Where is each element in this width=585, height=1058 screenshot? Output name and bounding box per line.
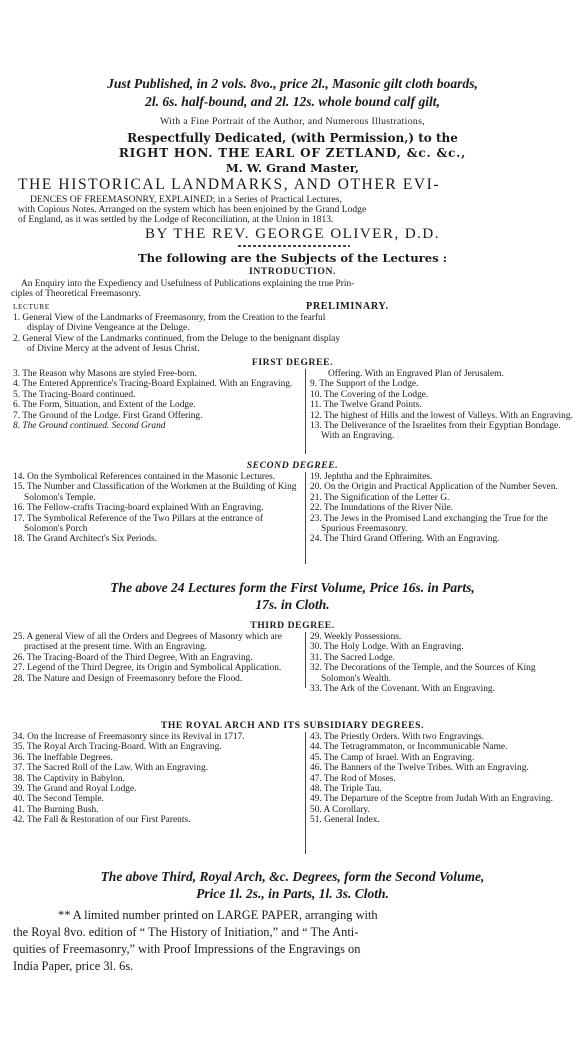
first-degree-left: [13, 369, 301, 431]
lecture-35: 35. The Royal Arch Tracing-Board. With an Engraving.: [13, 742, 222, 753]
lecture-20: 20. On the Origin and Practical Application of the Number Seven.: [310, 482, 558, 493]
second-degree-left: [13, 472, 301, 545]
royal-arch-right: [310, 732, 576, 826]
lecture-21: 21. The Signification of the Letter G.: [310, 492, 450, 503]
introduction-text-2: ciples of Theoretical Freemasonry.: [11, 289, 141, 299]
volume-two-price: Price 1l. 2s., in Parts, 1l. 3s. Cloth.: [196, 886, 389, 901]
lecture-30: 30. The Holy Lodge. With an Engraving.: [310, 642, 464, 653]
lecture-23: 23. The Jews in the Promised Land exchanging the True for the Spurious Freemasonry.: [310, 513, 548, 535]
third-degree-left: [13, 632, 301, 684]
lecture-28: 28. The Nature and Design of Freemasonry before the Flood.: [13, 673, 243, 684]
large-paper-notice-3: quities of Freemasonry,” with Proof Impressions of the Engravings on: [13, 942, 361, 956]
dedication-line: Respectfully Dedicated, (with Permission,) to the: [127, 131, 458, 145]
lecture-14: 14. On the Symbolical References contained in the Masonic Lectures.: [13, 472, 276, 482]
lecture-45: 45. The Camp of Israel. With an Engraving.: [310, 752, 475, 763]
book-description: with Copious Notes. Arranged on the system which has been enjoined by the Grand Lodge: [18, 204, 367, 215]
lecture-27: 27. Legend of the Third Degree, its Origin and Symbolical Application.: [13, 663, 282, 674]
third-degree-right: [310, 632, 576, 694]
column-rule: [305, 632, 306, 688]
book-description-2: of England, as it was settled by the Lodge of Reconciliation, at the Union in 1813.: [18, 214, 334, 225]
lecture-7: 7. The Ground of the Lodge. First Grand Offering.: [13, 410, 203, 421]
large-paper-notice: ** A limited number printed on LARGE PAPER, arranging with: [58, 908, 378, 922]
lecture-2-cont: of Divine Mercy at the advent of Jesus Christ.: [27, 344, 200, 354]
ornament-rule: [238, 245, 350, 247]
lecture-41: 41. The Burning Bush.: [13, 804, 99, 815]
lecture-9: 9. The Support of the Lodge.: [310, 379, 419, 390]
lecture-38: 38. The Captivity in Babylon.: [13, 773, 125, 784]
lecture-3: 3. The Reason why Masons are styled Free-born.: [13, 369, 197, 379]
first-degree-right: [310, 369, 576, 442]
lecture-34: 34. On the Increase of Freemasonry since its Revival in 1717.: [13, 732, 245, 742]
lecture-19: 19. Jephtha and the Ephraimites.: [310, 472, 433, 482]
lecture-6: 6. The Form, Situation, and Extent of the Lodge.: [13, 400, 196, 411]
lecture-1-cont: display of Divine Vengeance at the Deluge.: [27, 323, 190, 333]
volume-two-statement: The above Third, Royal Arch, &c. Degrees, form the Second Volume,: [100, 869, 485, 884]
lecture-26: 26. The Tracing-Board of the Third Degree, With an Engraving.: [13, 652, 253, 663]
lecture-24: 24. The Third Grand Offering. With an Engraving.: [310, 534, 500, 545]
royal-arch-left: [13, 732, 301, 826]
book-subtitle: DENCES OF FREEMASONRY, EXPLAINED; in a Series of Practical Lectures,: [30, 194, 342, 205]
lecture-15: 15. The Number and Classification of the Workmen at the Building of King Solomon's Temple.: [13, 482, 297, 503]
column-rule: [305, 369, 306, 454]
lecture-47: 47. The Rod of Moses.: [310, 773, 396, 784]
lecture-51: 51. General Index.: [310, 815, 380, 826]
lecture-label: LECTURE: [13, 302, 50, 311]
third-degree-heading: THIRD DEGREE.: [250, 620, 335, 631]
dedicatee-title: M. W. Grand Master,: [225, 161, 360, 175]
lecture-43: 43. The Priestly Orders. With two Engravings.: [310, 732, 484, 742]
lecture-4: 4. The Entered Apprentice's Tracing-Board Explained. With an Engraving.: [13, 379, 293, 390]
large-paper-price: India Paper, price 3l. 6s.: [13, 959, 134, 973]
lecture-50: 50. A Corollary.: [310, 804, 370, 815]
lecture-8: 8. The Ground continued. Second Grand: [13, 421, 166, 432]
lecture-25: 25. A general View of all the Orders and Degrees of Masonry which are practised at the present time. With an Engraving.: [13, 632, 282, 653]
lecture-10: 10. The Covering of the Lodge.: [310, 389, 429, 400]
lecture-18: 18. The Grand Architect's Six Periods.: [13, 534, 157, 545]
lecture-13: 13. The Deliverance of the Israelites from their Egyptian Bondage. With an Engraving.: [310, 421, 561, 442]
large-paper-notice-2: the Royal 8vo. edition of “ The History of Initiation,” and “ The Anti-: [13, 925, 359, 939]
lecture-12: 12. The highest of Hills and the lowest of Valleys. With an Engraving.: [310, 410, 573, 421]
subjects-heading: The following are the Subjects of the Lectures :: [137, 251, 448, 265]
introduction-heading: INTRODUCTION.: [249, 266, 336, 277]
publication-notice: Just Published, in 2 vols. 8vo., price 2l., Masonic gilt cloth boards,: [107, 76, 478, 91]
book-title: THE HISTORICAL LANDMARKS, AND OTHER EVI-: [18, 176, 441, 193]
lecture-36: 36. The Ineffable Degrees.: [13, 752, 113, 763]
lecture-11: 11. The Twelve Grand Points.: [310, 400, 422, 411]
lecture-2: 2. General View of the Landmarks continued, from the Deluge to the benignant display: [13, 334, 341, 344]
lecture-39: 39. The Grand and Royal Lodge.: [13, 784, 137, 795]
author-line: BY THE REV. GEORGE OLIVER, D.D.: [145, 226, 440, 242]
lecture-49: 49. The Departure of the Sceptre from Judah With an Engraving.: [310, 794, 553, 805]
volume-one-price: 17s. in Cloth.: [255, 597, 330, 612]
lecture-42: 42. The Fall & Restoration of our First Parents.: [13, 815, 191, 826]
lecture-32: 32. The Decorations of the Temple, and the Sources of King Solomon's Wealth.: [310, 663, 536, 684]
lecture-16: 16. The Fellow-crafts Tracing-board explained With an Engraving.: [13, 503, 264, 514]
lecture-5: 5. The Tracing-Board continued.: [13, 389, 136, 400]
volume-one-statement: The above 24 Lectures form the First Volume, Price 16s. in Parts,: [110, 580, 475, 595]
first-degree-heading: FIRST DEGREE.: [251, 357, 334, 368]
dedicatee-name: RIGHT HON. THE EARL OF ZETLAND, &c. &c.,: [118, 146, 467, 160]
lecture-48: 48. The Triple Tau.: [310, 784, 382, 795]
lecture-46: 46. The Banners of the Twelve Tribes. With an Engraving.: [310, 763, 529, 774]
lecture-17: 17. The Symbolical Reference of the Two Pillars at the entrance of Solomon's Porch: [13, 513, 263, 535]
royal-arch-heading: THE ROYAL ARCH AND ITS SUBSIDIARY DEGREES.: [160, 720, 425, 731]
lecture-8-cont: Offering. With an Engraved Plan of Jerusalem.: [328, 369, 504, 379]
portrait-note: With a Fine Portrait of the Author, and Numerous Illustrations,: [160, 116, 425, 127]
column-rule: [305, 472, 306, 564]
lecture-1: 1. General View of the Landmarks of Freemasonry, from the Creation to the fearful: [13, 313, 326, 323]
introduction-text: An Enquiry into the Expediency and Usefulness of Publications explaining the true Prin-: [21, 279, 355, 289]
binding-prices: 2l. 6s. half-bound, and 2l. 12s. whole bound calf gilt,: [145, 94, 440, 109]
lecture-29: 29. Weekly Possessions.: [310, 632, 402, 642]
second-degree-right: [310, 472, 576, 545]
second-degree-heading: SECOND DEGREE.: [246, 460, 339, 471]
lecture-33: 33. The Ark of the Covenant. With an Engraving.: [310, 684, 495, 695]
lecture-31: 31. The Sacred Lodge.: [310, 652, 395, 663]
preliminary-heading: PRELIMINARY.: [306, 301, 389, 312]
lecture-37: 37. The Sacred Roll of the Law. With an Engraving.: [13, 763, 208, 774]
column-rule: [305, 732, 306, 854]
lecture-40: 40. The Second Temple.: [13, 794, 104, 805]
lecture-44: 44. The Tetragrammaton, or Incommunicable Name.: [310, 742, 508, 753]
lecture-22: 22. The Inundations of the River Nile.: [310, 503, 454, 514]
